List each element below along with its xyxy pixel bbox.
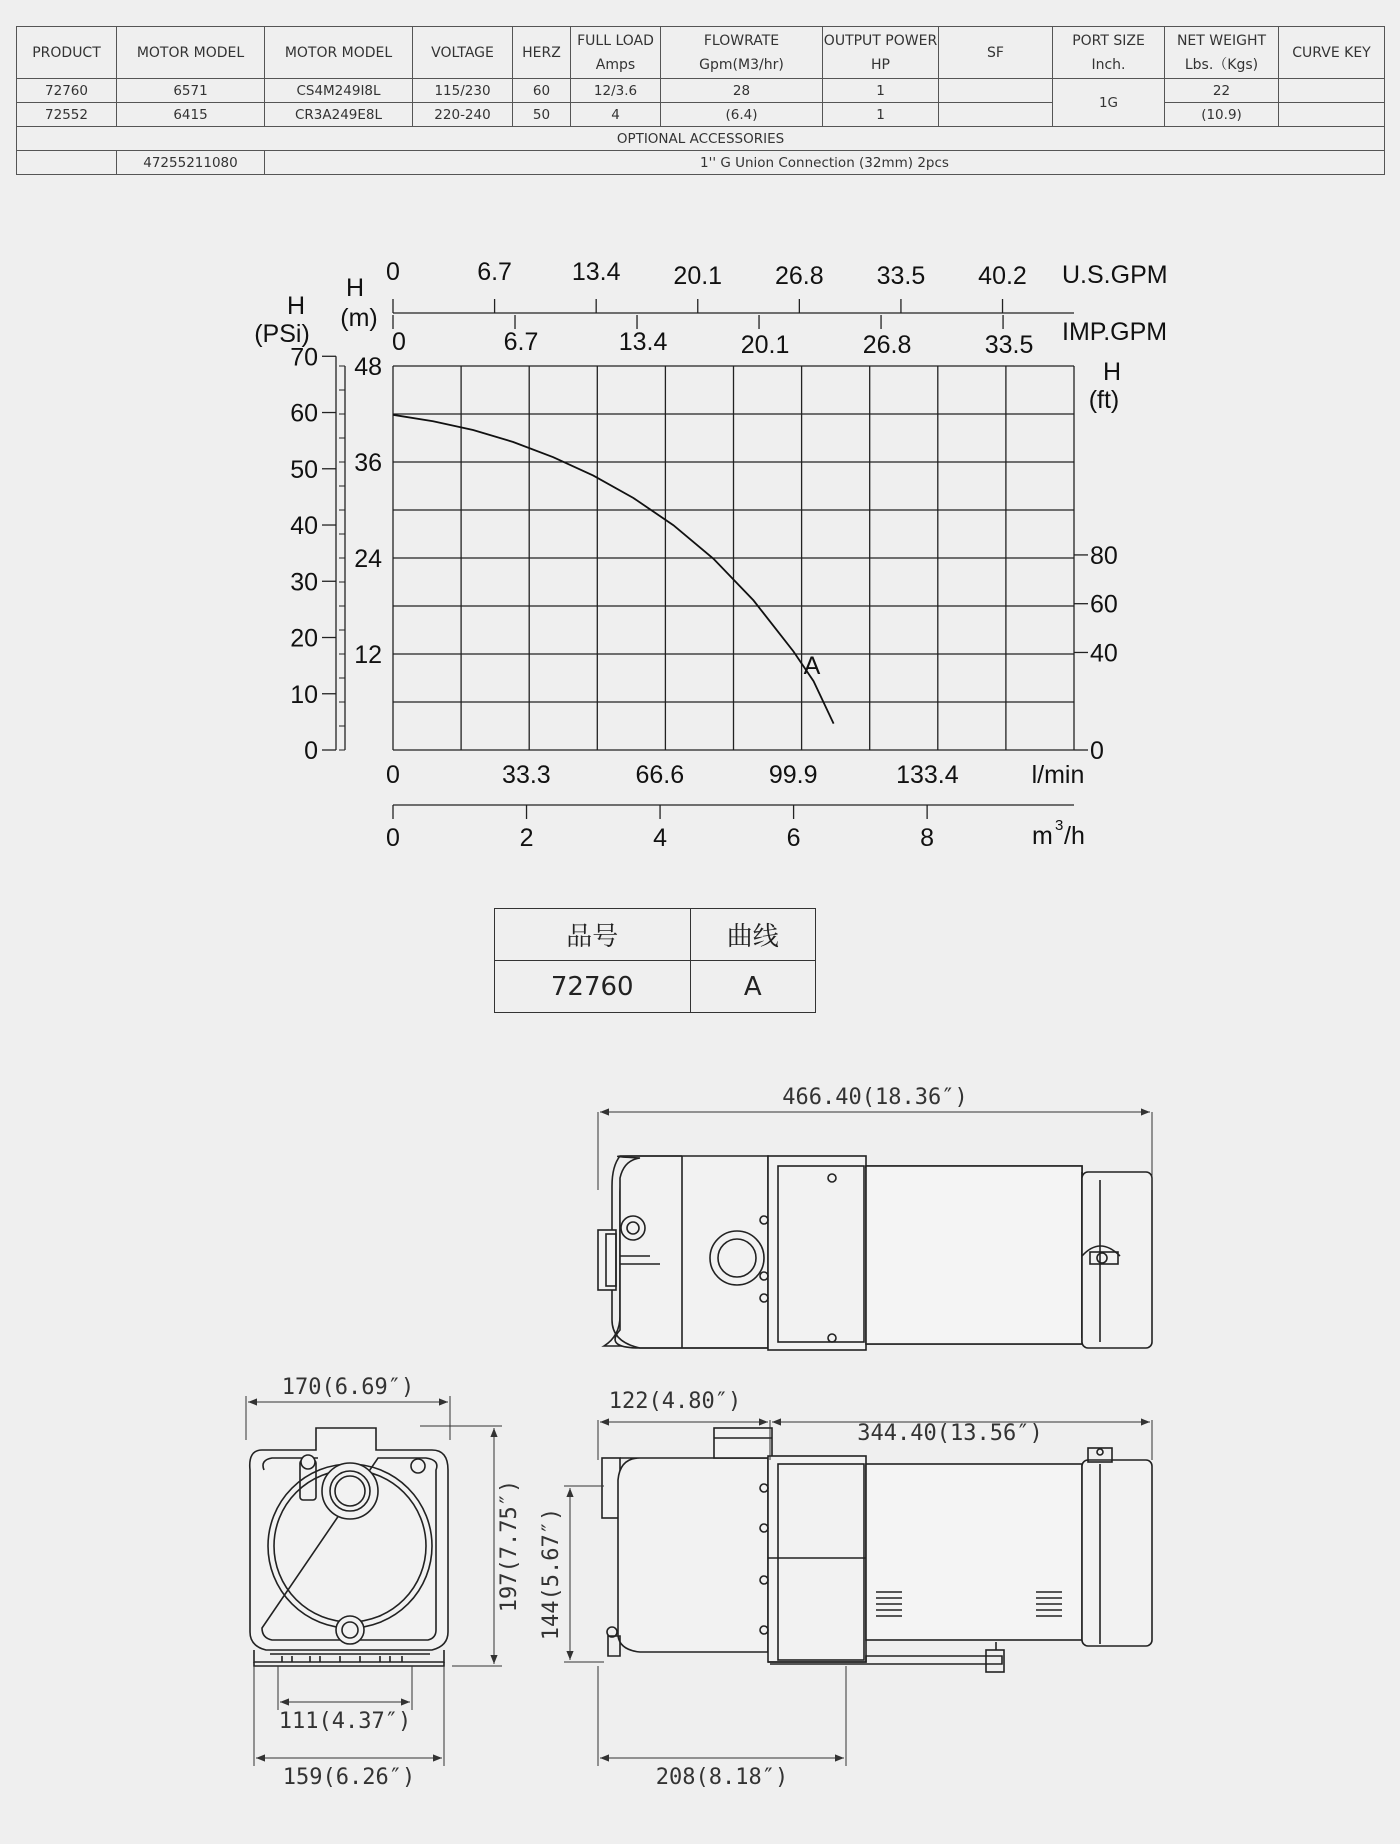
x-tick-lmin: 0 [386,761,400,789]
x-tick-us-gpm: 0 [386,258,400,286]
x-tick-m3h: 8 [920,824,935,852]
spec-table [16,26,1385,175]
curve-key-table [494,908,816,1013]
spec-header-row [17,27,1385,79]
y-tick-psi: 10 [290,680,318,709]
x-tick-m3h: 0 [386,824,400,852]
y-tick-psi: 40 [290,512,318,541]
y-tick-m: 36 [354,449,382,477]
dim-side-base: 208(8.18″) [655,1765,789,1790]
x-tick-imp-gpm: 33.5 [984,331,1034,359]
x-tick-us-gpm: 20.1 [673,262,723,290]
x-tick-us-gpm: 26.8 [775,262,824,290]
y-tick-ft: 80 [1090,541,1118,570]
x-tick-imp-gpm: 26.8 [862,331,912,359]
cell-motor-model-2: CS4M249I8L [265,79,413,103]
y-tick-psi: 20 [290,624,318,653]
dim-front-height: 197(7.75″) [497,1479,522,1613]
y-tick-psi: 50 [290,455,318,484]
hdr-sf: SF [939,27,1053,79]
cell-herz: 60 [513,79,571,103]
hdr-output-power: OUTPUT POWER HP [823,27,939,79]
curve-key-h1: 品号 [495,909,691,961]
x-tick-imp-gpm: 6.7 [503,328,539,356]
cell-sf [939,103,1053,127]
curve-a-line [393,415,834,724]
optional-accessories-row [17,127,1385,151]
hdr-full-load: FULL LOAD Amps [571,27,661,79]
x-tick-imp-gpm: 0 [392,328,406,356]
curve-key-header-row [495,909,816,961]
cell-amps: 12/3.6 [571,79,661,103]
y-label-m-1: H [345,274,365,302]
x-tick-lmin: 99.9 [768,761,818,789]
accessory-description: 1'' G Union Connection (32mm) 2pcs [265,151,1385,175]
cell-amps: 4 [571,103,661,127]
hdr-port-size: PORT SIZE Inch. [1053,27,1165,79]
y-label-ft-1: H [1102,358,1122,386]
y-tick-psi: 60 [290,399,318,428]
curve-key-h2: 曲线 [690,909,816,961]
table-row [17,103,1385,127]
x-tick-lmin: 66.6 [635,761,685,789]
x-tick-us-gpm: 40.2 [978,262,1027,290]
x-tick-imp-gpm: 20.1 [740,331,790,359]
y-tick-m: 48 [354,353,382,381]
cell-product: 72760 [17,79,117,103]
x-tick-lmin: 133.4 [896,761,959,789]
y-label-psi-1: H [286,292,306,320]
pump-side-view [602,1428,1152,1672]
cell-product: 72552 [17,103,117,127]
pump-front-view [250,1428,448,1666]
table-row [17,79,1385,103]
accessory-row [17,151,1385,175]
y-tick-psi: 30 [290,568,318,597]
dim-front-base-inner: 111(4.37″) [278,1709,412,1734]
cell-weight: 22 [1165,79,1279,103]
y-tick-ft: 40 [1090,639,1118,668]
curve-a-label: A [803,652,821,680]
curve-key-row [495,961,816,1013]
cell-motor-model-1: 6415 [117,103,265,127]
cell-weight: (10.9) [1165,103,1279,127]
hdr-motor-model-2: MOTOR MODEL [265,27,413,79]
x-tick-us-gpm: 6.7 [477,258,512,286]
dimension-drawing [0,1060,1400,1844]
performance-curve-chart [0,220,1400,860]
cell-voltage: 115/230 [413,79,513,103]
cell-motor-model-2: CR3A249E8L [265,103,413,127]
accessory-blank [17,151,117,175]
hdr-herz: HERZ [513,27,571,79]
x-label-us-gpm: U.S.GPM [1062,261,1168,289]
x-tick-us-gpm: 13.4 [571,258,621,286]
y-label-ft-2: (ft) [1088,386,1120,414]
y-tick-psi: 70 [290,343,318,372]
cell-curve-key [1279,103,1385,127]
cell-herz: 50 [513,103,571,127]
accessory-code: 47255211080 [117,151,265,175]
x-label-m3h-suffix: /h [1064,822,1085,850]
curve-key-product: 72760 [495,961,691,1013]
x-label-m3h: m [1032,822,1053,850]
cell-motor-model-1: 6571 [117,79,265,103]
dim-top-length: 466.40(18.36″) [782,1085,968,1110]
hdr-net-weight: NET WEIGHT Lbs.（Kgs) [1165,27,1279,79]
hdr-product: PRODUCT [17,27,117,79]
cell-port-size: 1G [1053,79,1165,127]
x-label-lmin: l/min [1031,761,1085,789]
y-tick-psi: 0 [304,737,318,765]
curve-key-curve: A [690,961,816,1013]
x-tick-us-gpm: 33.5 [876,262,926,290]
x-tick-m3h: 2 [519,824,534,852]
chart-layer [254,258,1167,852]
x-label-m3h-sup: 3 [1055,817,1064,834]
dim-front-width: 170(6.69″) [281,1375,415,1400]
y-tick-ft: 0 [1090,737,1104,765]
y-label-psi-2: (PSi) [254,320,310,348]
cell-flowrate: 28 [661,79,823,103]
dim-side-height: 144(5.67″) [539,1507,564,1641]
dim-front-base-outer: 159(6.26″) [282,1765,416,1790]
x-tick-lmin: 33.3 [502,761,551,789]
cell-sf [939,79,1053,103]
cell-hp: 1 [823,79,939,103]
x-tick-m3h: 4 [653,824,668,852]
optional-accessories-title: OPTIONAL ACCESSORIES [17,127,1385,151]
x-tick-imp-gpm: 13.4 [618,328,668,356]
y-tick-ft: 60 [1090,590,1118,619]
x-label-imp-gpm: IMP.GPM [1062,318,1168,346]
cell-hp: 1 [823,103,939,127]
y-tick-m: 24 [354,545,382,573]
hdr-voltage: VOLTAGE [413,27,513,79]
cell-curve-key [1279,79,1385,103]
dim-side-front: 122(4.80″) [608,1389,742,1414]
pump-top-view [598,1156,1152,1350]
y-label-m-2: (m) [340,304,378,332]
y-tick-m: 12 [354,641,382,669]
hdr-flowrate: FLOWRATE Gpm(M3/hr) [661,27,823,79]
hdr-motor-model: MOTOR MODEL [117,27,265,79]
cell-voltage: 220-240 [413,103,513,127]
x-tick-m3h: 6 [786,824,801,852]
dim-side-motor: 344.40(13.56″) [857,1421,1043,1446]
hdr-curve-key: CURVE KEY [1279,27,1385,79]
cell-flowrate: (6.4) [661,103,823,127]
